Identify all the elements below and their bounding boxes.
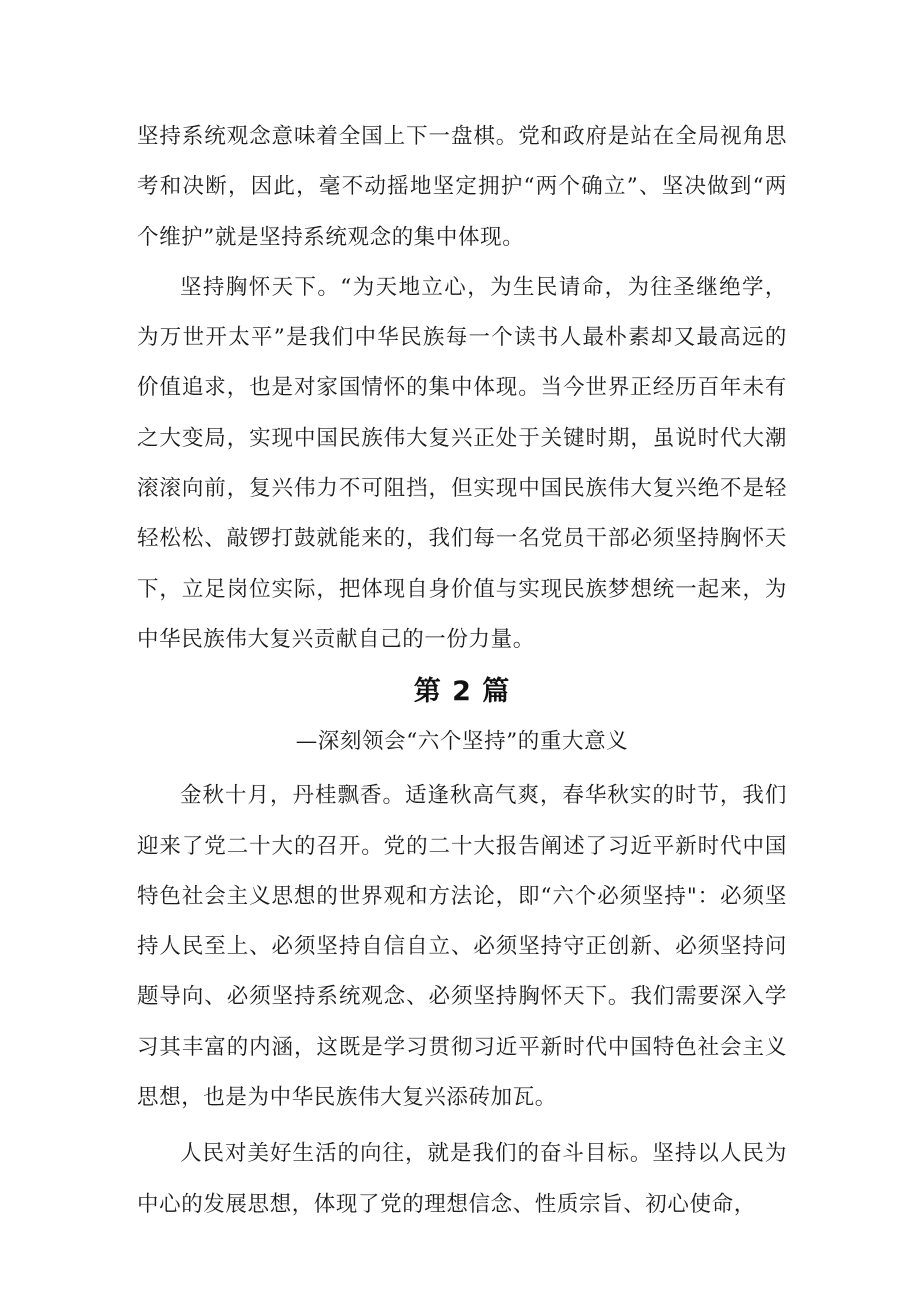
paragraph-people-aspiration: 人民对美好生活的向往，就是我们的奋斗目标。坚持以人民为中心的发展思想，体现了党的理想信念、性质宗旨、初心使命，	[137, 1141, 787, 1217]
paragraph-system-concept: 坚持系统观念意味着全国上下一盘棋。党和政府是站在全局视角思考和决断，因此，毫不动摇地坚定拥护“两个确立”、坚决做到“两个维护”就是坚持系统观念的集中体现。	[137, 124, 787, 250]
paragraph-golden-autumn: 金秋十月，丹桂飘香。适逢秋高气爽，春华秋实的时节，我们迎来了党二十大的召开。党的二十大报告阐述了习近平新时代中国特色社会主义思想的世界观和方法论，即“六个必须坚持"：必须坚持人民至上、必须坚持自信自立、必须坚持守正创新、必须坚持问题导向、必须坚持系统观念、必须坚持胸怀天下。我们需要深入学习其丰富的内涵，这既是学习贯彻习近平新时代中国特色社会主义思想，也是为中华民族伟大复兴添砖加瓦。	[137, 783, 787, 1111]
paragraph-broad-vision: 坚持胸怀天下。“为天地立心，为生民请命，为往圣继绝学，为万世开太平”是我们中华民族每一个读书人最朴素却又最高远的价值追求，也是对家国情怀的集中体现。当今世界正经历百年未有之大变局，实现中国民族伟大复兴正处于关键时期，虽说时代大潮滚滚向前，复兴伟力不可阻挡，但实现中国民族伟大复兴绝不是轻轻松松、敲锣打鼓就能来的，我们每一名党员干部必须坚持胸怀天下，立足岗位实际，把体现自身价值与实现民族梦想统一起来，为中华民族伟大复兴贡献自己的一份力量。	[137, 274, 787, 652]
section-subtitle: —深刻领会“六个坚持”的重大意义	[295, 729, 629, 755]
section-heading: 第 2 篇	[413, 676, 511, 708]
document-body	[137, 112, 787, 1230]
